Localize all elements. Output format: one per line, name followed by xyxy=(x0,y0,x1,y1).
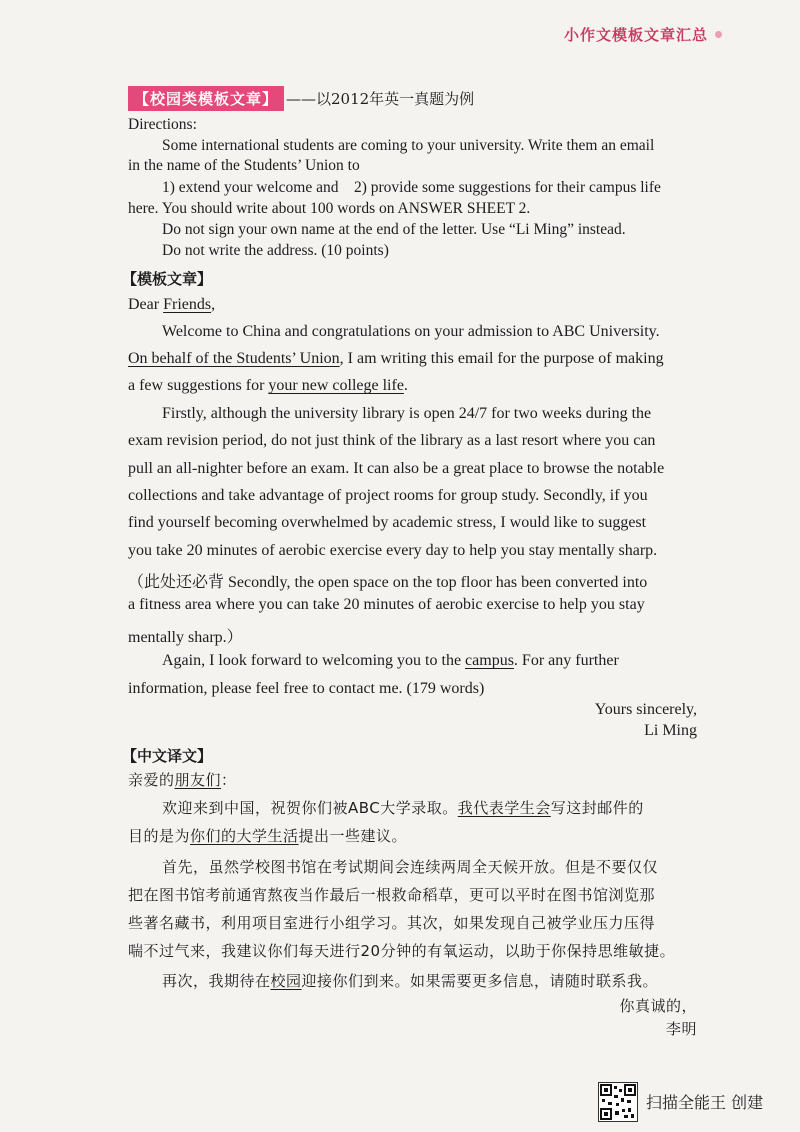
directions-line: Do not sign your own name at the end of the letter. Use “Li Ming” instead. xyxy=(162,221,626,238)
template-paragraph-line: collections and take advantage of project rooms for group study. Secondly, if you xyxy=(128,487,648,504)
template-paragraph-line: mentally sharp.） xyxy=(128,629,243,646)
header-dot-icon xyxy=(715,31,722,38)
translation-salutation: 亲爱的朋友们： xyxy=(128,771,237,789)
translation-line: 再次，我期待在校园迎接你们到来。如果需要更多信息，请随时联系我。 xyxy=(162,972,659,990)
template-paragraph-line: Firstly, although the university library is open 24/7 for two weeks during the xyxy=(162,405,652,422)
template-heading: 【模板文章】 xyxy=(122,270,213,288)
template-paragraph-line: pull an all-nighter before an exam. It can also be a great place to browse the notable xyxy=(128,460,665,477)
translation-line: 首先，虽然学校图书馆在考试期间会连续两周全天候开放。但是不要仅仅 xyxy=(162,858,659,876)
directions-label: Directions: xyxy=(128,116,197,133)
directions-line: in the name of the Students’ Union to xyxy=(128,157,360,174)
translation-closing: 你真诚的， xyxy=(619,997,697,1015)
translation-line: 把在图书馆考前通宵熬夜当作最后一根救命稻草，更可以平时在图书馆浏览那 xyxy=(128,886,656,904)
directions-line: Some international students are coming to your university. Write them an email xyxy=(162,137,655,154)
translation-signature: 李明 xyxy=(665,1020,697,1038)
template-signature: Li Ming xyxy=(644,722,697,739)
section-suffix: ——以2012年英一真题为例 xyxy=(286,90,475,108)
qr-code-icon xyxy=(598,1082,638,1122)
translation-line: 目的是为你们的大学生活提出一些建议。 xyxy=(128,827,408,845)
template-paragraph-line: a few suggestions for your new college life. xyxy=(128,377,408,394)
template-paragraph-line: Again, I look forward to welcoming you to the campus. For any further xyxy=(162,652,619,669)
section-tag: 【校园类模板文章】 xyxy=(128,86,284,111)
translation-heading: 【中文译文】 xyxy=(122,747,213,765)
template-paragraph-line: On behalf of the Students’ Union, I am writing this email for the purpose of making xyxy=(128,350,664,367)
translation-line: 欢迎来到中国，祝贺你们被ABC大学录取。我代表学生会写这封邮件的 xyxy=(162,799,644,817)
template-salutation: Dear Friends, xyxy=(128,296,216,313)
template-closing: Yours sincerely, xyxy=(594,701,697,718)
directions-line: 1) extend your welcome and 2) provide some suggestions for their campus life xyxy=(162,179,661,196)
translation-line: 些著名藏书，利用项目室进行小组学习。其次，如果发现自己被学业压力压得 xyxy=(128,914,656,932)
template-paragraph-line: （此处还必背 Secondly, the open space on the top floor has been converted into xyxy=(128,574,648,591)
directions-line: Do not write the address. (10 points) xyxy=(162,242,389,259)
template-paragraph-line: exam revision period, do not just think of the library as a last resort where you can xyxy=(128,432,656,449)
translation-line: 喘不过气来，我建议你们每天进行20分钟的有氧运动，以助于你保持思维敏捷。 xyxy=(128,942,676,960)
template-paragraph-line: a fitness area where you can take 20 minutes of aerobic exercise to help you stay xyxy=(128,596,645,613)
template-paragraph-line: information, please feel free to contact me. (179 words) xyxy=(128,680,485,697)
template-paragraph-line: Welcome to China and congratulations on your admission to ABC University. xyxy=(162,323,660,340)
header-title: 小作文模板文章汇总 xyxy=(563,26,708,44)
scanner-watermark: 扫描全能王 创建 xyxy=(646,1093,764,1112)
template-paragraph-line: find yourself becoming overwhelmed by academic stress, I would like to suggest xyxy=(128,514,647,531)
directions-line: here. You should write about 100 words on ANSWER SHEET 2. xyxy=(128,200,531,217)
template-paragraph-line: you take 20 minutes of aerobic exercise every day to help you stay mentally sharp. xyxy=(128,542,658,559)
